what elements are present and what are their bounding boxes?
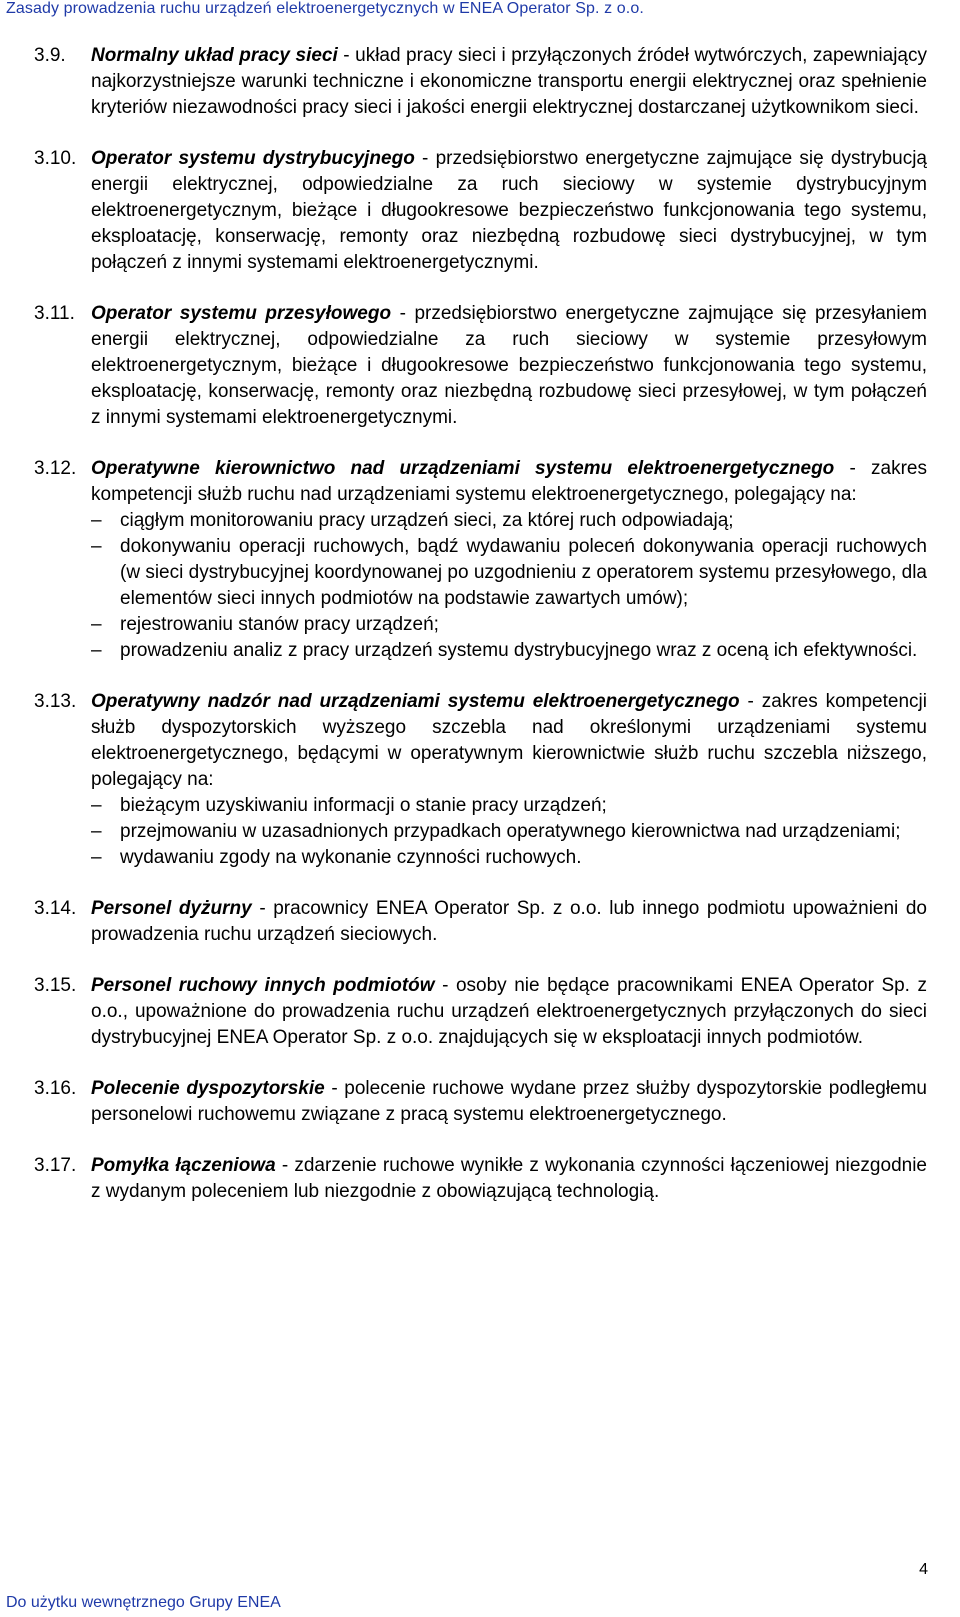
list-item-text: wydawaniu zgody na wykonanie czynności ruchowych. — [120, 847, 582, 868]
definition-term: Personel ruchowy innych podmiotów — [91, 975, 435, 996]
definition-number: 3.9. — [34, 45, 66, 66]
definition-item — [34, 1076, 927, 1128]
list-item — [91, 819, 927, 845]
definition-paragraph — [91, 1076, 927, 1128]
page-header: Zasady prowadzenia ruchu urządzeń elektroenergetycznych w ENEA Operator Sp. z o.o. — [6, 0, 644, 17]
definition-number: 3.15. — [34, 975, 77, 996]
list-item-text: prowadzeniu analiz z pracy urządzeń systemu dystrybucyjnego wraz z oceną ich efektywności. — [120, 640, 918, 661]
definition-text: - zakres kompetencji służb dyspozytorskich wyższego szczebla nad określonymi urządzeniami systemu elektroenergetycznego, będącymi w operatywnym kierownictwie służb ruchu szczebla niższego, polegający na: — [91, 691, 927, 790]
definition-body — [91, 146, 927, 276]
list-item-text: dokonywaniu operacji ruchowych, bądź wydawaniu poleceń dokonywania operacji ruchowych (w sieci dystrybucyjnej koordynowanej po uzgodnieniu z operatorem systemu przesyłowego, dla elementów sieci innych podmiotów na podstawie zawartych umów); — [120, 536, 927, 609]
definition-number: 3.17. — [34, 1155, 77, 1176]
definition-paragraph — [91, 896, 927, 948]
definition-item — [34, 146, 927, 276]
definition-paragraph — [91, 146, 927, 276]
definition-item — [34, 973, 927, 1051]
definition-number: 3.11. — [34, 303, 75, 324]
dash-bullet-icon: – — [91, 614, 102, 635]
list-item — [91, 508, 927, 534]
list-item — [91, 534, 927, 612]
definition-body — [91, 301, 927, 431]
definition-text: - zdarzenie ruchowe wynikłe z wykonania czynności łączeniowej niezgodnie z wydanym poleceniem lub niezgodnie z obowiązującą technologią. — [91, 1155, 927, 1202]
definition-text: - pracownicy ENEA Operator Sp. z o.o. lub innego podmiotu upoważnieni do prowadzenia ruchu urządzeń sieciowych. — [91, 898, 927, 945]
definition-item — [34, 896, 927, 948]
document-body — [34, 43, 927, 1230]
definition-number: 3.14. — [34, 898, 77, 919]
definition-text: - polecenie ruchowe wydane przez służby dyspozytorskie podległemu personelowi ruchowemu związane z pracą systemu elektroenergetycznego. — [91, 1078, 927, 1125]
definition-body — [91, 456, 927, 664]
page-number: 4 — [919, 1561, 928, 1578]
definition-number: 3.16. — [34, 1078, 77, 1099]
definition-body — [91, 1076, 927, 1128]
definition-number: 3.12. — [34, 458, 77, 479]
definition-paragraph — [91, 456, 927, 508]
definition-text: - przedsiębiorstwo energetyczne zajmujące się dystrybucją energii elektrycznej, odpowiedzialne za ruch sieciowy w systemie dystrybucyjnym elektroenergetycznym, bieżące i długookresowe bezpieczeństwo funkcjonowania tego systemu, eksploatację, konserwację, remonty oraz niezbędną rozbudowę sieci dystrybucyjnej, w tym połączeń z innymi systemami elektroenergetycznymi. — [91, 148, 927, 273]
definition-term: Normalny układ pracy sieci — [91, 45, 338, 66]
definition-paragraph — [91, 301, 927, 431]
definition-number: 3.13. — [34, 691, 77, 712]
definition-term: Polecenie dyspozytorskie — [91, 1078, 325, 1099]
dash-list — [91, 508, 927, 664]
list-item-text: bieżącym uzyskiwaniu informacji o stanie pracy urządzeń; — [120, 795, 607, 816]
dash-bullet-icon: – — [91, 821, 102, 842]
definition-paragraph — [91, 1153, 927, 1205]
definition-body — [91, 43, 927, 121]
definition-body — [91, 973, 927, 1051]
list-item — [91, 638, 927, 664]
definition-body — [91, 896, 927, 948]
definition-text: - przedsiębiorstwo energetyczne zajmujące się przesyłaniem energii elektrycznej, odpowiedzialne za ruch sieciowy w systemie przesyłowym elektroenergetycznym, bieżące i długookresowe bezpieczeństwo funkcjonowania tego systemu, eksploatację, konserwację, remonty oraz niezbędną rozbudowę sieci przesyłowej, w tym połączeń z innymi systemami elektroenergetycznymi. — [91, 303, 927, 428]
list-item — [91, 793, 927, 819]
dash-bullet-icon: – — [91, 847, 102, 868]
definition-body — [91, 689, 927, 871]
definition-item — [34, 1153, 927, 1205]
definition-paragraph — [91, 43, 927, 121]
definition-text: - zakres kompetencji służb ruchu nad urządzeniami systemu elektroenergetycznego, polegający na: — [91, 458, 927, 505]
definition-paragraph — [91, 973, 927, 1051]
definition-term: Operatywny nadzór nad urządzeniami systemu elektroenergetycznego — [91, 691, 740, 712]
definition-term: Operator systemu dystrybucyjnego — [91, 148, 415, 169]
dash-bullet-icon: – — [91, 640, 102, 661]
definition-term: Operatywne kierownictwo nad urządzeniami systemu elektroenergetycznego — [91, 458, 835, 479]
definition-text: - układ pracy sieci i przyłączonych źródeł wytwórczych, zapewniający najkorzystniejsze warunki techniczne i ekonomiczne transportu energii elektrycznej oraz spełnienie kryteriów niezawodności pracy sieci i jakości energii elektrycznej dostarczanej użytkownikom sieci. — [91, 45, 927, 118]
list-item — [91, 845, 927, 871]
definition-number: 3.10. — [34, 148, 77, 169]
definition-item — [34, 456, 927, 664]
list-item-text: rejestrowaniu stanów pracy urządzeń; — [120, 614, 439, 635]
list-item-text: ciągłym monitorowaniu pracy urządzeń sieci, za której ruch odpowiadają; — [120, 510, 734, 531]
footer-note: Do użytku wewnętrznego Grupy ENEA — [6, 1594, 281, 1611]
dash-bullet-icon: – — [91, 510, 102, 531]
definition-body — [91, 1153, 927, 1205]
definition-text: - osoby nie będące pracownikami ENEA Operator Sp. z o.o., upoważnione do prowadzenia ruchu urządzeń elektroenergetycznych przyłączonych do sieci dystrybucyjnej ENEA Operator Sp. z o.o. znajdujących się w eksploatacji innych podmiotów. — [91, 975, 927, 1048]
dash-bullet-icon: – — [91, 795, 102, 816]
definition-term: Operator systemu przesyłowego — [91, 303, 392, 324]
dash-bullet-icon: – — [91, 536, 102, 557]
definition-term: Pomyłka łączeniowa — [91, 1155, 276, 1176]
definition-item — [34, 301, 927, 431]
definition-item — [34, 43, 927, 121]
list-item — [91, 612, 927, 638]
definition-term: Personel dyżurny — [91, 898, 252, 919]
definition-paragraph — [91, 689, 927, 793]
definition-item — [34, 689, 927, 871]
list-item-text: przejmowaniu w uzasadnionych przypadkach operatywnego kierownictwa nad urządzeniami; — [120, 821, 901, 842]
dash-list — [91, 793, 927, 871]
